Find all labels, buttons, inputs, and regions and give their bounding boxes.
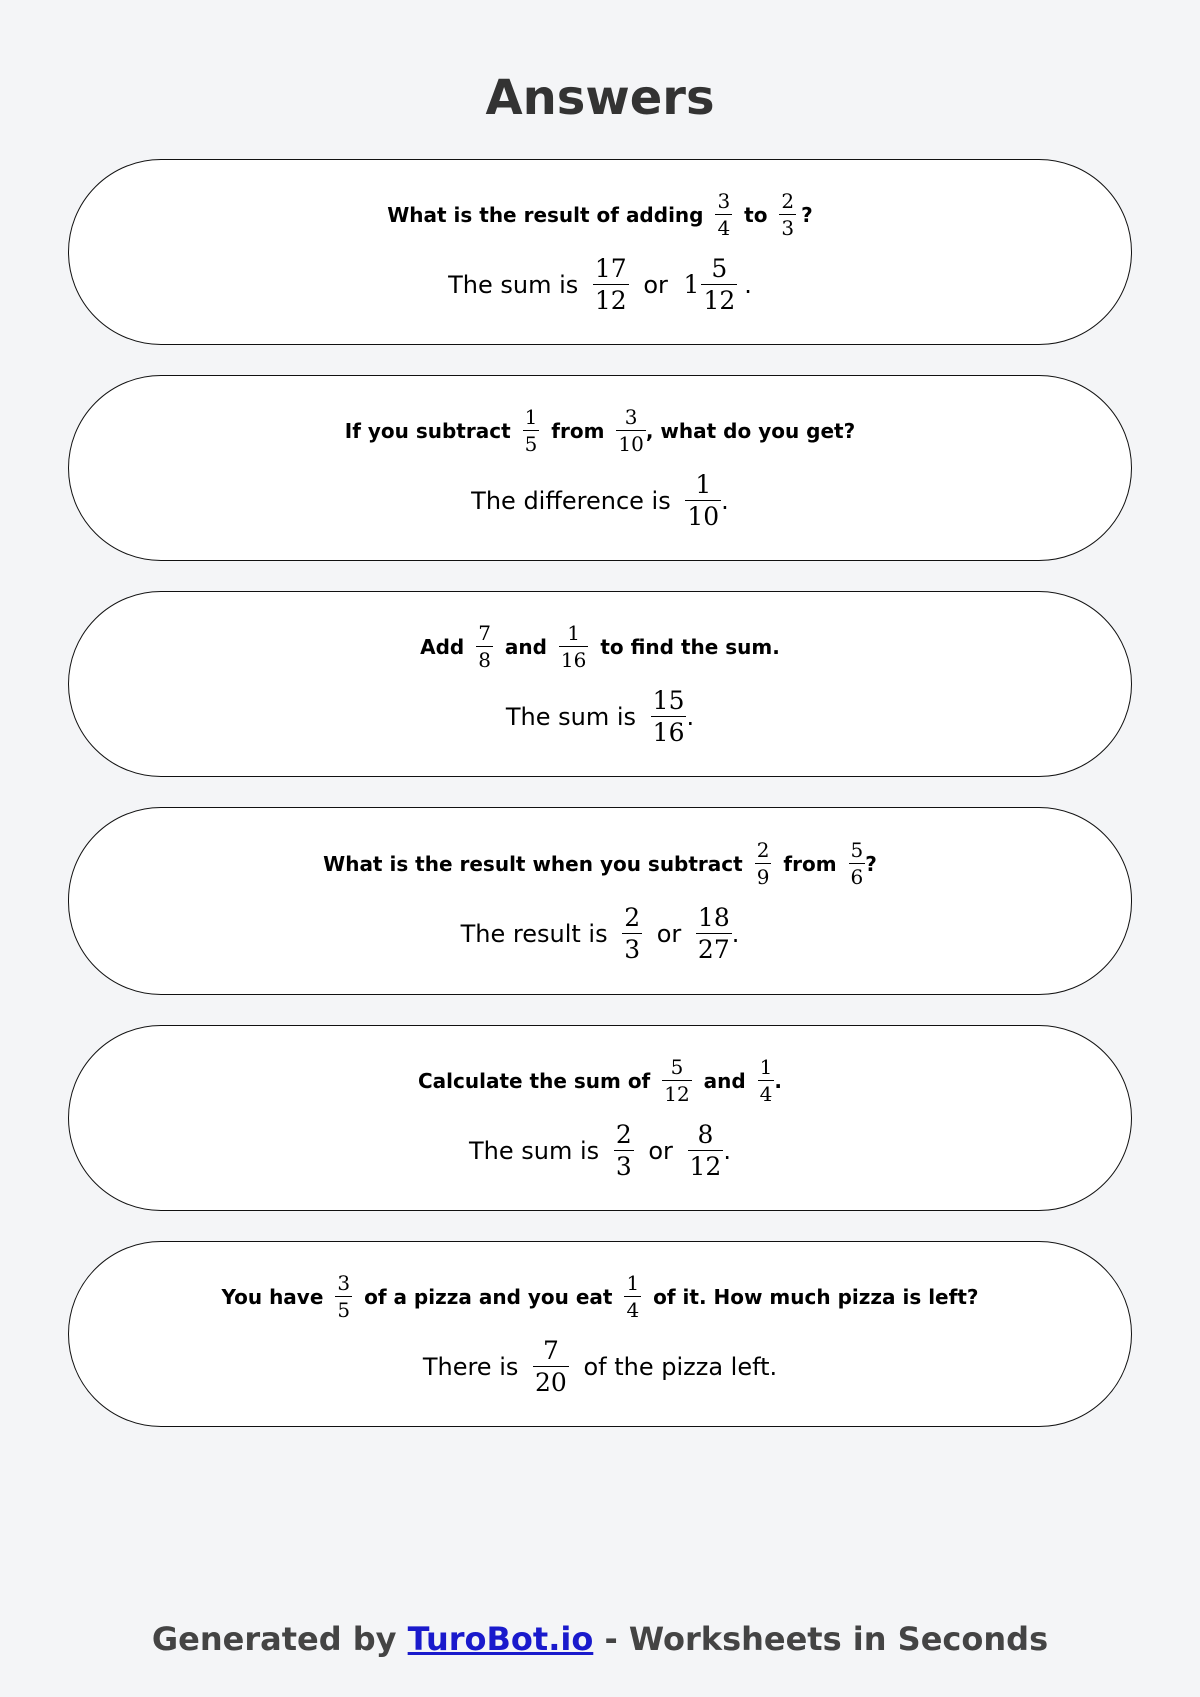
question-text-segment: Add xyxy=(420,634,472,659)
answer-text-segment: . xyxy=(731,919,740,948)
fraction xyxy=(701,256,737,313)
question-text-segment: . xyxy=(774,1068,783,1093)
answer-list xyxy=(68,159,1132,1457)
fraction xyxy=(662,1057,691,1104)
fraction-numerator: 3 xyxy=(717,189,731,213)
fraction xyxy=(559,623,588,670)
fraction-numerator: 1 xyxy=(626,1271,640,1295)
fraction xyxy=(758,1057,775,1104)
fraction-numerator: 3 xyxy=(337,1271,351,1295)
answer-text-segment: The result is xyxy=(460,919,616,948)
fraction-numerator: 15 xyxy=(652,686,685,715)
fraction-numerator: 18 xyxy=(697,903,730,932)
fraction-denominator: 12 xyxy=(689,1152,722,1181)
answer-text-segment: The sum is xyxy=(469,1136,607,1165)
answer-card xyxy=(68,159,1132,345)
fraction xyxy=(533,1338,569,1395)
answer-text-segment: . xyxy=(686,702,695,731)
fraction-numerator: 17 xyxy=(594,254,627,283)
fraction xyxy=(651,688,687,745)
fraction-numerator: 8 xyxy=(697,1120,714,1149)
question-text-segment: ? xyxy=(865,851,877,876)
question-text-segment: What is the result when you subtract xyxy=(323,851,750,876)
fraction xyxy=(715,191,732,238)
fraction-numerator: 1 xyxy=(695,470,712,499)
fraction-denominator: 4 xyxy=(626,1298,640,1322)
fraction-numerator: 5 xyxy=(670,1055,684,1079)
answer-text-segment: or xyxy=(635,270,676,299)
answer-text-segment: The sum is xyxy=(505,702,644,731)
question-text-segment: ? xyxy=(801,202,813,227)
fraction xyxy=(624,1273,641,1320)
answer-text xyxy=(448,256,752,313)
fraction-denominator: 9 xyxy=(756,865,770,889)
fraction-numerator: 5 xyxy=(850,838,864,862)
fraction-denominator: 12 xyxy=(594,286,627,315)
answer-text-segment: . xyxy=(723,1136,731,1165)
fraction xyxy=(523,407,540,454)
question-text-segment: If you subtract xyxy=(344,418,518,443)
answer-card xyxy=(68,1025,1132,1211)
answer-text-segment: . xyxy=(744,270,752,299)
answer-text-segment: or xyxy=(649,919,689,948)
fraction xyxy=(614,1122,634,1179)
answer-text-segment: . xyxy=(721,486,729,515)
fraction-denominator: 3 xyxy=(781,216,795,240)
fraction xyxy=(476,623,493,670)
fraction-denominator: 6 xyxy=(850,865,864,889)
fraction-numerator: 2 xyxy=(615,1120,632,1149)
footer-suffix: - Worksheets in Seconds xyxy=(593,1620,1049,1658)
question-text-segment: You have xyxy=(221,1284,331,1309)
question-text-segment: of it. How much pizza is left? xyxy=(646,1284,979,1309)
fraction xyxy=(622,905,642,962)
turobot-link[interactable]: TuroBot.io xyxy=(407,1620,594,1658)
question-text-segment: , what do you get? xyxy=(645,418,856,443)
question-text xyxy=(345,407,855,454)
question-text-segment: from xyxy=(544,418,612,443)
fraction-numerator: 1 xyxy=(759,1055,773,1079)
answer-text xyxy=(469,1122,731,1179)
fraction xyxy=(616,407,645,454)
answer-text xyxy=(506,688,694,745)
fraction-denominator: 8 xyxy=(478,648,491,672)
question-text xyxy=(387,191,813,238)
fraction xyxy=(685,472,721,529)
answer-card xyxy=(68,375,1132,561)
fraction-denominator: 27 xyxy=(697,935,730,964)
fraction-numerator: 1 xyxy=(567,621,581,645)
answer-text xyxy=(461,905,740,962)
question-text-segment: of a pizza and you eat xyxy=(357,1284,620,1309)
fraction-denominator: 3 xyxy=(624,935,641,964)
answer-text xyxy=(423,1338,777,1395)
fraction-numerator: 5 xyxy=(711,254,728,283)
mixed-number-whole: 1 xyxy=(683,270,700,299)
question-text-segment: from xyxy=(776,851,844,876)
answer-text-segment: The difference is xyxy=(471,486,679,515)
fraction-numerator: 3 xyxy=(624,405,638,429)
fraction xyxy=(688,1122,724,1179)
question-text xyxy=(420,623,780,670)
fraction xyxy=(696,905,732,962)
answer-text-segment: of the pizza left. xyxy=(575,1352,778,1381)
question-text xyxy=(418,1057,782,1104)
answer-text-segment: The sum is xyxy=(448,270,586,299)
fraction xyxy=(755,840,772,887)
fraction xyxy=(849,840,866,887)
fraction xyxy=(335,1273,352,1320)
fraction-denominator: 12 xyxy=(703,286,736,315)
fraction xyxy=(779,191,796,238)
fraction-numerator: 7 xyxy=(478,621,491,645)
footer-prefix: Generated by xyxy=(151,1620,408,1658)
question-text-segment: Calculate the sum of xyxy=(417,1068,658,1093)
answer-text-segment: or xyxy=(640,1136,681,1165)
fraction-denominator: 4 xyxy=(759,1082,773,1106)
page-title: Answers xyxy=(485,70,715,126)
fraction-denominator: 3 xyxy=(615,1152,632,1181)
question-text-segment: What is the result of adding xyxy=(387,202,711,227)
fraction-denominator: 12 xyxy=(664,1082,690,1106)
fraction-denominator: 16 xyxy=(560,648,587,672)
answer-text xyxy=(471,472,729,529)
question-text-segment: and xyxy=(497,634,554,659)
fraction-numerator: 1 xyxy=(524,405,538,429)
question-text-segment: to xyxy=(737,202,775,227)
question-text xyxy=(323,840,877,887)
fraction-denominator: 10 xyxy=(618,432,644,456)
question-text-segment: and xyxy=(696,1068,753,1093)
fraction-numerator: 2 xyxy=(624,903,641,932)
fraction xyxy=(593,256,629,313)
question-text-segment: to find the sum. xyxy=(593,634,780,659)
answer-card xyxy=(68,1241,1132,1427)
question-text xyxy=(221,1273,978,1320)
fraction-denominator: 5 xyxy=(337,1298,351,1322)
answer-text-segment: There is xyxy=(422,1352,526,1381)
fraction-denominator: 16 xyxy=(652,718,685,747)
fraction-numerator: 2 xyxy=(781,189,795,213)
fraction-denominator: 20 xyxy=(535,1368,567,1397)
answer-card xyxy=(68,591,1132,777)
fraction-denominator: 4 xyxy=(717,216,731,240)
fraction-denominator: 10 xyxy=(687,502,720,531)
answer-card xyxy=(68,807,1132,995)
fraction-denominator: 5 xyxy=(524,432,538,456)
fraction-numerator: 2 xyxy=(756,838,770,862)
fraction-numerator: 7 xyxy=(542,1336,559,1365)
footer xyxy=(0,1617,1200,1661)
